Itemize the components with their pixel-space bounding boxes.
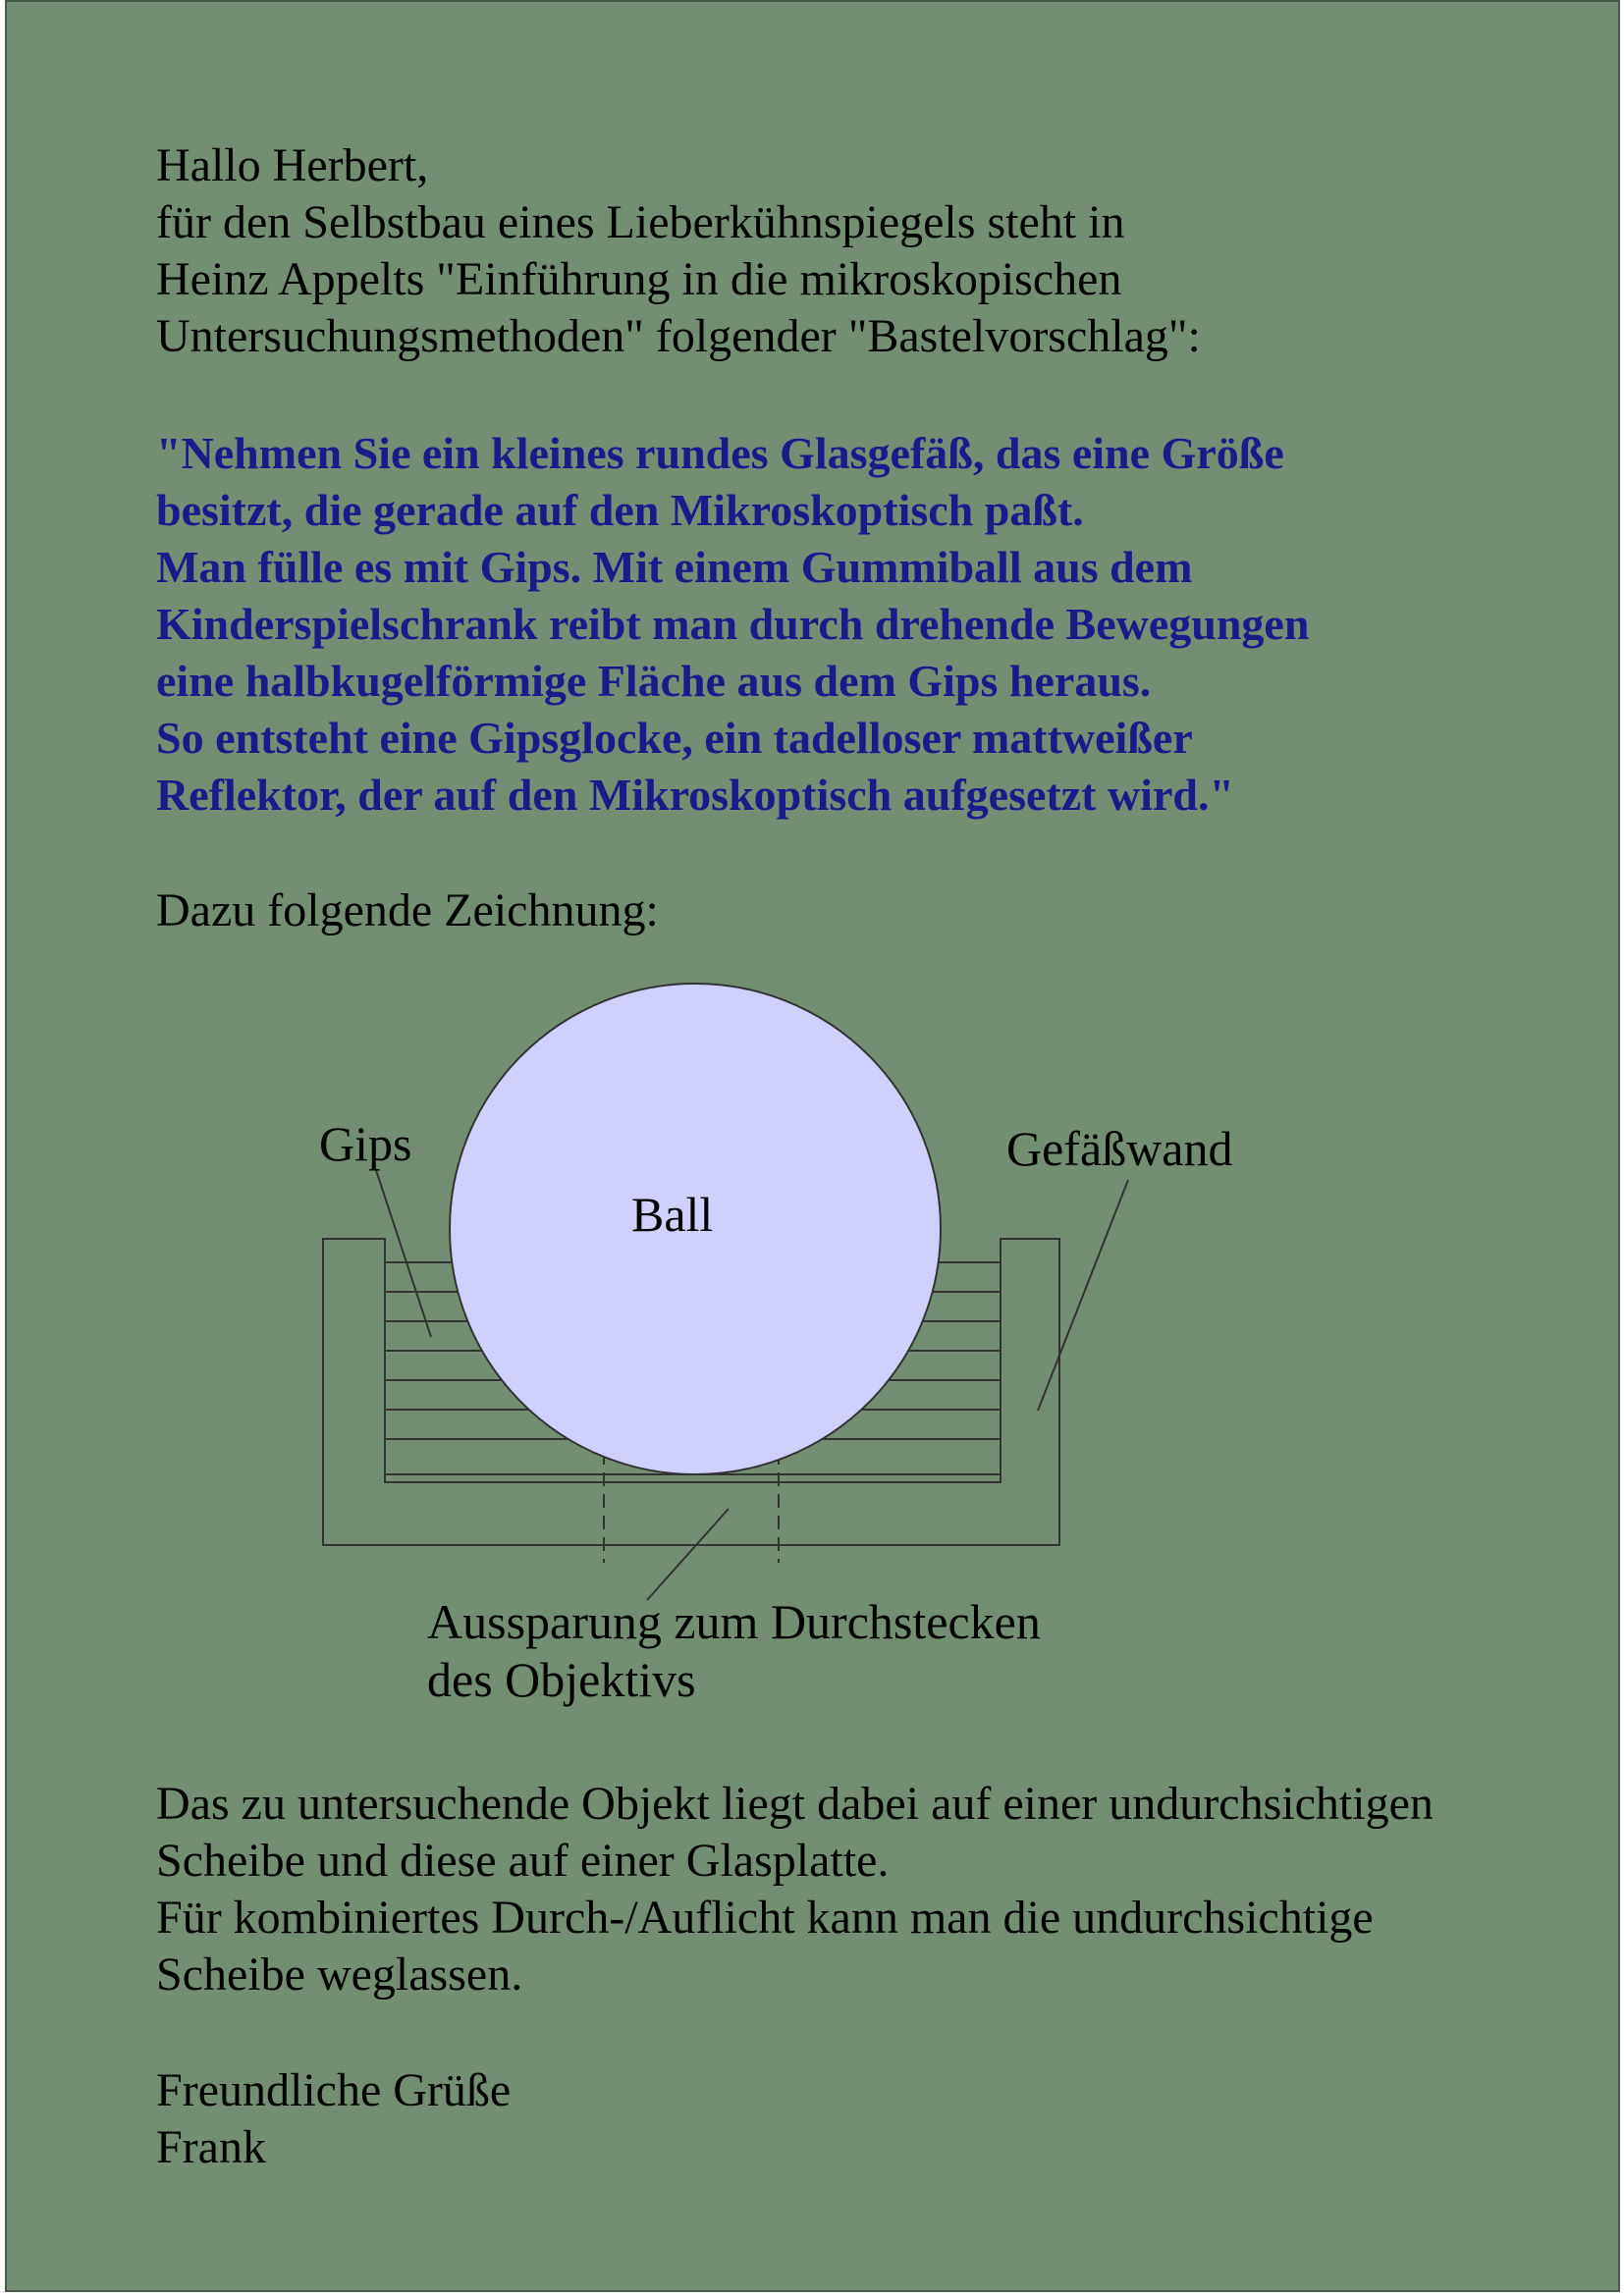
greeting: Hallo Herbert, <box>156 139 429 191</box>
drawing-intro: Dazu folgende Zeichnung: <box>156 884 659 936</box>
quote-line-4: Kinderspielschrank reibt man durch drehende Bewegungen <box>156 599 1310 649</box>
label-ball: Ball <box>631 1187 714 1242</box>
label-cutout-1: Aussparung zum Durchstecken <box>427 1594 1041 1649</box>
label-plaster: Gips <box>319 1116 412 1171</box>
intro-line-2: Heinz Appelts "Einführung in die mikroskopischen <box>156 253 1122 305</box>
wall-pointer <box>1038 1180 1128 1411</box>
cutout-pointer <box>647 1509 729 1600</box>
label-cutout-2: des Objektivs <box>427 1652 696 1707</box>
body-line-2: Scheibe und diese auf einer Glasplatte. <box>156 1835 890 1887</box>
quote-line-2: besitzt, die gerade auf den Mikroskoptisch paßt. <box>156 485 1084 535</box>
body-line-1: Das zu untersuchende Objekt liegt dabei auf einer undurchsichtigen <box>156 1778 1434 1830</box>
label-vessel-wall: Gefäßwand <box>1006 1121 1233 1176</box>
quote-line-3: Man fülle es mit Gips. Mit einem Gummiball aus dem <box>156 542 1193 592</box>
signature: Frank <box>156 2121 266 2173</box>
intro-line-1: für den Selbstbau eines Lieberkühnspiegels steht in <box>156 196 1125 248</box>
closing: Freundliche Grüße <box>156 2064 512 2116</box>
quote-line-7: Reflektor, der auf den Mikroskoptisch aufgesetzt wird." <box>156 770 1234 820</box>
quote-line-5: eine halbkugelförmige Fläche aus dem Gips heraus. <box>156 656 1152 706</box>
intro-line-3: Untersuchungsmethoden" folgender "Bastelvorschlag": <box>156 310 1201 362</box>
quote-line-6: So entsteht eine Gipsglocke, ein tadelloser mattweißer <box>156 713 1193 763</box>
quote-line-1: "Nehmen Sie ein kleines rundes Glasgefäß, das eine Größe <box>156 428 1284 478</box>
body-line-3: Für kombiniertes Durch-/Auflicht kann man die undurchsichtige <box>156 1892 1374 1944</box>
body-line-4: Scheibe weglassen. <box>156 1949 523 2001</box>
letter-page <box>5 0 1620 2292</box>
